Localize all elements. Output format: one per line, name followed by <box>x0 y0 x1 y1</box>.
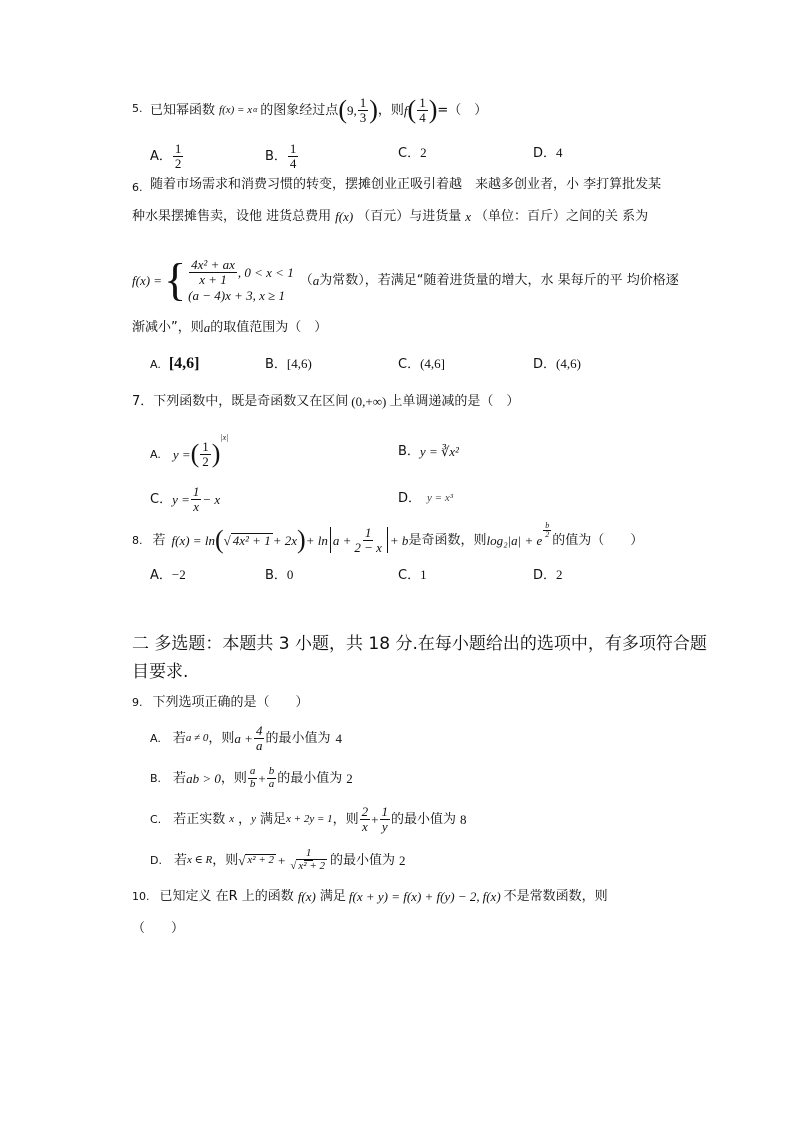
q6-option-c[interactable] <box>398 357 445 371</box>
q9-option-c-comma: ， <box>238 811 252 827</box>
q10-line-2: （ ） <box>132 921 185 936</box>
q7-option-a-close: ) <box>211 439 221 468</box>
section-2-heading-line-2: 目要求. <box>132 662 189 682</box>
q6-brace: { <box>164 254 187 305</box>
q8-option-c-value: 1 <box>420 567 427 582</box>
q6-cases <box>188 258 294 301</box>
q7-option-c-num: 1 <box>192 483 200 499</box>
q8-option-b-label: B． <box>265 568 287 583</box>
q6-line-2-a: 种水果摆摊售卖，设他 进货总费用 <box>132 209 332 224</box>
q5-point-num: 1 <box>359 94 367 110</box>
q7-option-c-rest: − x <box>202 491 221 507</box>
q5-paren-open: ( <box>338 95 347 124</box>
q10-f1: f(x) <box>297 889 316 904</box>
q9-option-c-den-2: y <box>381 818 388 834</box>
q6-option-b-value: [4,6) <box>286 356 312 371</box>
q9-option-a-den: a <box>255 737 263 753</box>
q5-text-c: ，则 <box>377 102 404 118</box>
q7-option-a-exp: |x| <box>220 433 229 442</box>
q7-interval: (0,+∞) <box>351 394 387 409</box>
q9-option-b-fraction-1 <box>248 766 258 790</box>
q9-option-a-num: 4 <box>255 722 263 738</box>
q7-option-d-expr: y = x³ <box>427 492 454 504</box>
q5-option-d-value: 4 <box>556 145 563 160</box>
q5-option-a-den: 2 <box>174 155 182 171</box>
q8-option-b[interactable] <box>265 568 293 582</box>
q5-arg-open: ( <box>407 95 417 124</box>
q7-option-a-den: 2 <box>202 453 209 469</box>
q9-option-d-cond: x ∈ R <box>186 853 213 866</box>
q9-option-d-num: 1 <box>305 846 312 859</box>
q9-option-c-num-2: 1 <box>381 803 388 819</box>
q9-option-d-text-b: ，则 <box>212 852 239 868</box>
q9-option-b-plus: + <box>258 770 266 786</box>
q5-point-den: 3 <box>359 109 367 125</box>
q9-option-a[interactable] <box>150 722 342 754</box>
q9-option-a-expr: a + <box>234 730 253 746</box>
q8-log-sup-den: 2 <box>545 530 550 540</box>
q5-arg-num: 1 <box>419 94 426 110</box>
q8-option-a-value: −2 <box>171 567 186 582</box>
q9-option-a-fraction <box>254 724 265 752</box>
q9-option-d-den: √ x² + 2 <box>290 859 325 872</box>
q5-option-a-num: 1 <box>174 141 182 156</box>
q6-line-2-b: （百元）与进货量 <box>357 209 462 224</box>
q9-option-c-text-a: 若正实数 <box>173 811 226 827</box>
q5-option-b-num: 1 <box>289 141 297 156</box>
q9-option-b[interactable] <box>150 762 353 794</box>
q9-option-c-text-c: ，则 <box>332 811 359 827</box>
q8-abs-a: a + <box>332 532 352 548</box>
q7-option-a-y: y = <box>172 446 191 462</box>
q7-option-d[interactable] <box>398 492 453 505</box>
q7-option-b-expr: y = ∛x² <box>419 444 459 459</box>
q10-f2: f(x) <box>482 889 501 904</box>
q8-option-d[interactable] <box>533 568 563 582</box>
q7-option-c-den: x <box>193 498 200 514</box>
q9-stem <box>132 696 309 709</box>
q6-line-4 <box>132 321 327 334</box>
q6-line-2-x: x <box>465 209 471 224</box>
q9-option-b-text-c: 的最小值为 <box>277 770 343 786</box>
q9-option-a-value: 4 <box>335 730 342 746</box>
q9-option-b-num-1: a <box>249 764 256 777</box>
q7-option-a-fraction <box>200 440 211 468</box>
q9-option-d[interactable] <box>150 842 406 878</box>
q5-arg-den: 4 <box>419 109 426 125</box>
q6-option-a[interactable] <box>150 356 199 372</box>
q8-abs-fraction <box>352 526 384 554</box>
q9-option-b-den-2: a <box>268 777 275 790</box>
q8-text-b: 是奇函数，则 <box>408 532 487 548</box>
q6-line-2 <box>132 210 648 223</box>
q6-option-b[interactable] <box>265 357 312 371</box>
q5-option-d[interactable] <box>533 146 563 160</box>
q6-case-1 <box>188 258 294 286</box>
section-2-heading-line-1: 二 多选题：本题共 3 小题，共 18 分.在每小题给出的选项中，有多项符合题 <box>132 634 707 654</box>
q6-line-3-var: a <box>312 272 320 288</box>
q6-option-c-value: (4,6] <box>420 356 445 371</box>
q8-option-c-label: C． <box>398 568 421 583</box>
q5-option-b-den: 4 <box>289 155 297 171</box>
q6-line-4-var: a <box>203 320 211 335</box>
q9-option-c-den-1: x <box>362 818 368 834</box>
q9-option-c-text-b: 满足 <box>260 811 287 827</box>
q9-option-c-text-d: 的最小值为 <box>391 811 457 827</box>
q8-expr-a: f(x) = ln <box>171 532 215 548</box>
q9-option-b-cond: ab > 0 <box>186 770 221 786</box>
q9-option-d-plus: + <box>278 852 286 868</box>
q6-line-3-b: 为常数），若满足“随着进货量的增大，水 果每斤的平 均价格逐 <box>319 272 679 288</box>
q8-text-c: 的值为（ ） <box>552 532 644 548</box>
q9-option-d-sqrt-sign: √ <box>238 852 246 868</box>
q8-sqrt-body: 4x² + 1 <box>232 533 271 548</box>
q10-number: 10. <box>132 890 150 903</box>
q7-option-a-open: ( <box>190 439 200 468</box>
q9-option-a-text-b: ，则 <box>208 730 235 746</box>
q8-log-expr: log₂|a| + e <box>486 532 543 548</box>
q7-stem <box>132 395 519 408</box>
q9-option-b-text-b: ，则 <box>220 770 247 786</box>
q5-text-b: 的图象经过点 <box>260 102 339 118</box>
q5-option-c-label: C． <box>398 146 421 161</box>
q9-option-c[interactable] <box>150 802 467 836</box>
q7-option-a[interactable] <box>150 434 228 474</box>
q6-case-1-den: x + 1 <box>199 272 227 287</box>
q9-option-c-y: y <box>251 812 256 825</box>
q9-option-b-label: B. <box>150 771 162 785</box>
q5-option-c[interactable] <box>398 146 427 160</box>
q8-abs-den: 2 − x <box>354 539 382 555</box>
q5-option-c-value: 2 <box>420 145 427 160</box>
q9-option-a-text-c: 的最小值为 <box>265 730 331 746</box>
q9-option-d-text-c: 的最小值为 <box>330 852 396 868</box>
q9-option-a-text-a: 若 <box>172 730 186 746</box>
q5-point-left: 9, <box>346 102 357 118</box>
q6-option-a-label: A. <box>150 357 161 371</box>
q8-sqrt-sign: √ <box>223 532 231 548</box>
q8-stem <box>132 522 643 558</box>
q8-log-sup-num: b <box>545 521 550 530</box>
q9-option-d-fraction <box>288 848 329 872</box>
q6-case-1-fraction <box>189 258 237 286</box>
q9-option-c-value: 8 <box>460 811 467 827</box>
q5-option-a[interactable] <box>150 142 184 170</box>
q9-option-c-plus: + <box>371 811 379 827</box>
q5-arg-close: ) <box>428 95 438 124</box>
q6-line-4-a: 渐减小”，则 <box>132 320 204 335</box>
q10-text-a: 已知定义 在R 上的函数 <box>159 889 294 904</box>
q7-option-c[interactable] <box>150 482 220 516</box>
q10-text-b: 满足 <box>319 889 346 904</box>
q9-option-b-text-a: 若 <box>173 770 187 786</box>
q8-option-c[interactable] <box>398 568 427 582</box>
q5-option-a-fraction <box>173 142 184 170</box>
q9-option-a-label: A. <box>150 731 161 745</box>
q6-option-d-value: (4,6) <box>556 356 581 371</box>
q8-paren-open: ( <box>214 525 224 554</box>
q6-line-4-b: 的取值范围为（ ） <box>210 320 328 335</box>
q8-option-a-label: A． <box>150 568 172 583</box>
q9-option-d-text-a: 若 <box>173 852 187 868</box>
q8-abs-right <box>387 527 388 553</box>
q6-option-d-label: D． <box>533 357 557 372</box>
q8-option-b-value: 0 <box>286 567 294 582</box>
q9-option-c-fraction-1 <box>360 805 371 833</box>
q7-option-a-label: A. <box>150 447 161 461</box>
q6-line-2-func: f(x) <box>335 209 354 224</box>
q7-option-c-y: y = <box>172 491 190 507</box>
q8-log-exponent <box>543 522 551 540</box>
q8-text-a: 若 <box>152 532 166 548</box>
q5-func: f(x) = x <box>219 103 253 116</box>
q5-text-a: 已知幂函数 <box>150 102 216 118</box>
q6-option-b-label: B． <box>265 357 287 372</box>
q9-option-c-num-1: 2 <box>361 803 369 819</box>
q9-option-b-num-2: b <box>268 764 275 777</box>
q7-option-a-num: 1 <box>202 438 209 454</box>
q7-option-c-label: C． <box>150 491 173 507</box>
q9-option-b-value: 2 <box>346 770 353 786</box>
q7-option-d-label: D． <box>398 491 422 506</box>
q7-option-c-fraction <box>191 485 202 513</box>
q7-number: 7． <box>132 394 154 409</box>
q6-fx: f(x) = <box>132 272 163 288</box>
q6-line-2-c: （单位：百斤）之间的关 系为 <box>474 209 649 224</box>
q8-abs-left <box>330 527 331 553</box>
q8-expr-b: + 2x <box>272 532 298 548</box>
q5-number: 5. <box>132 102 143 115</box>
q6-case-1-cond: , 0 < x < 1 <box>237 265 294 280</box>
q9-option-c-label: C. <box>150 812 162 826</box>
q7-text-b: 上单调递减的是（ ） <box>389 394 520 409</box>
q9-option-b-den-1: b <box>249 777 256 790</box>
q6-piecewise <box>132 252 679 308</box>
q9-option-c-cond: x + 2y = 1 <box>286 812 333 825</box>
q8-abs-num: 1 <box>364 524 372 540</box>
q10-text-c: 不是常数函数，则 <box>503 889 608 904</box>
q6-case-2: (a − 4)x + 3, x ≥ 1 <box>188 287 286 303</box>
q9-option-d-sqrt: x² + 2 <box>247 854 274 866</box>
q8-expr-d: + b <box>389 532 409 548</box>
q6-option-c-label: C． <box>398 357 421 372</box>
q6-option-d[interactable] <box>533 357 581 371</box>
q8-paren-close: ) <box>297 525 306 554</box>
q8-option-d-label: D． <box>533 568 557 583</box>
q5-option-d-label: D． <box>533 146 557 161</box>
q8-expr-c: + ln <box>305 532 328 548</box>
q6-case-1-num: 4x² + ax <box>191 257 235 273</box>
q7-option-b[interactable] <box>398 445 459 458</box>
q5-stem <box>150 96 487 124</box>
q5-text-d: =（ ） <box>437 102 488 118</box>
q9-text: 下列选项正确的是（ ） <box>152 695 309 710</box>
q9-option-c-fraction-2 <box>380 805 391 833</box>
q9-option-d-label: D. <box>150 853 162 867</box>
q7-option-b-label: B． <box>398 444 420 459</box>
q9-option-a-cond: a ≠ 0 <box>185 731 209 744</box>
q5-option-b-fraction <box>288 142 299 170</box>
q9-option-c-x: x <box>229 812 235 825</box>
q8-option-a[interactable] <box>150 568 186 582</box>
q5-option-b[interactable] <box>265 142 299 170</box>
q9-option-b-fraction-2 <box>267 766 277 790</box>
q6-line-3-a: （ <box>299 272 313 288</box>
q5-option-b-label: B． <box>265 148 287 164</box>
q5-point-fraction <box>358 96 369 124</box>
q10-equation: f(x + y) = f(x) + f(y) − 2, <box>348 889 480 904</box>
q9-option-d-value: 2 <box>399 852 406 868</box>
q6-number: 6. <box>132 181 143 194</box>
q5-option-a-label: A． <box>150 148 172 164</box>
q7-text-a: 下列函数中，既是奇函数又在区间 <box>153 394 349 409</box>
q8-option-d-value: 2 <box>556 567 563 582</box>
q8-number: 8. <box>132 533 143 547</box>
q5-arg-fraction <box>417 96 428 124</box>
q10-stem <box>132 890 608 903</box>
q5-exponent: α <box>253 105 258 114</box>
q9-option-d-den-sqrt: x² + 2 <box>298 859 325 872</box>
q6-line-1: 随着市场需求和消费习惯的转变，摆摊创业正吸引着越 来越多创业者，小 李打算批发某 <box>150 177 662 192</box>
q6-option-a-value: [4,6] <box>168 355 200 372</box>
q5-paren-close: ) <box>369 95 378 124</box>
q5-f-label: f <box>403 102 408 118</box>
q9-number: 9. <box>132 696 143 709</box>
